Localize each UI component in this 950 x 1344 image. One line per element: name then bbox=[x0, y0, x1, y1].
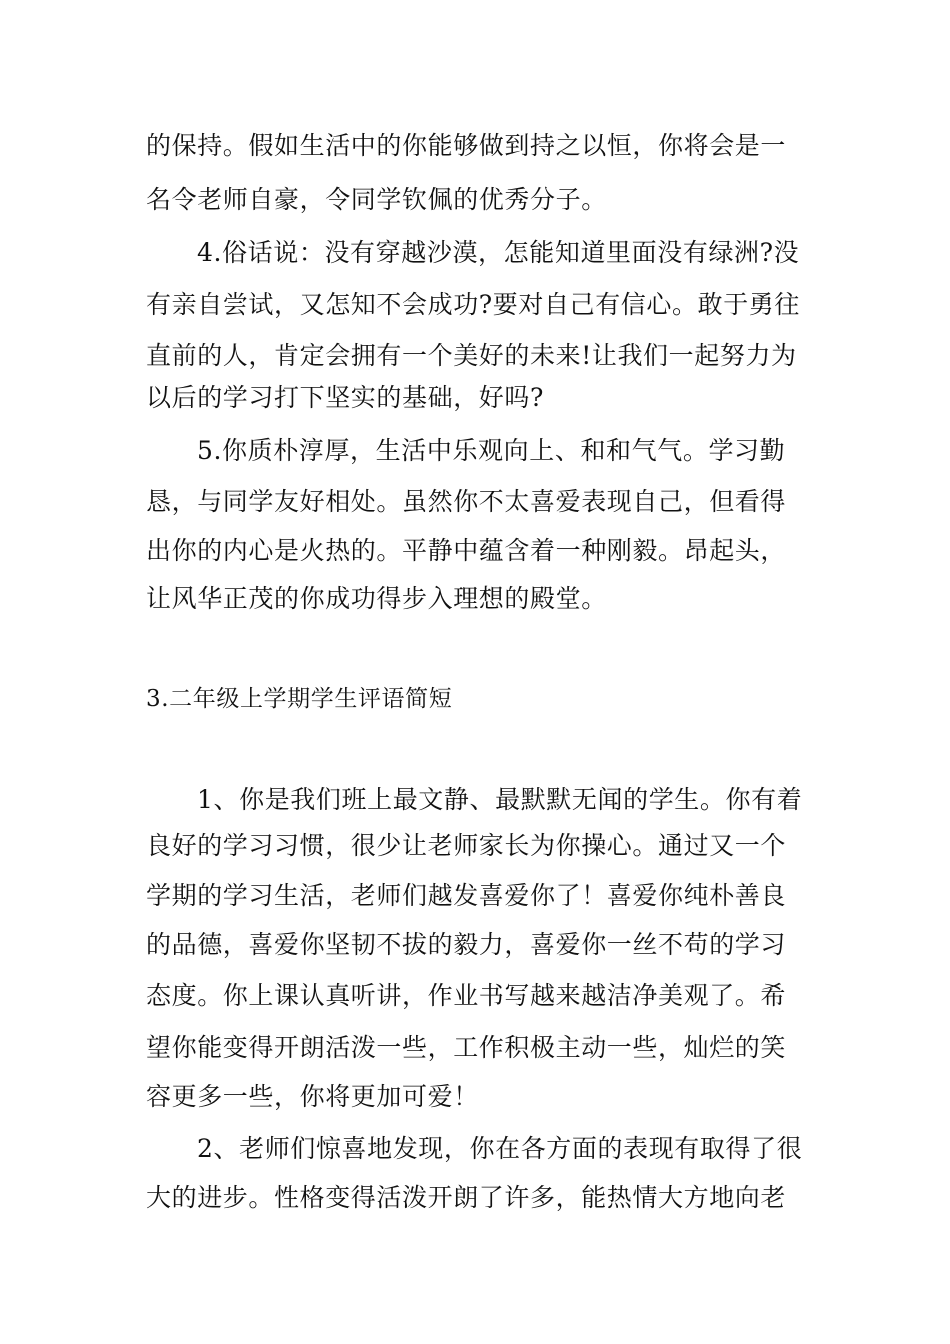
paragraph-1-start: 1、你是我们班上最文静、最默默无闻的学生。你有着 bbox=[197, 785, 803, 814]
text-line: 容更多一些，你将更加可爱！ bbox=[146, 1082, 479, 1111]
text-line: 直前的人，肯定会拥有一个美好的未来!让我们一起努力为 bbox=[146, 341, 797, 370]
text-line: 有亲自尝试，又怎知不会成功?要对自己有信心。敢于勇往 bbox=[146, 290, 801, 319]
text-line: 的保持。假如生活中的你能够做到持之以恒，你将会是一 bbox=[146, 131, 787, 160]
text-line: 出你的内心是火热的。平静中蕴含着一种刚毅。昂起头， bbox=[146, 536, 787, 565]
text-line: 大的进步。性格变得活泼开朗了许多，能热情大方地向老 bbox=[146, 1183, 787, 1212]
text-line: 学期的学习生活，老师们越发喜爱你了！喜爱你纯朴善良 bbox=[146, 881, 787, 910]
paragraph-2-start: 2、老师们惊喜地发现，你在各方面的表现有取得了很 bbox=[197, 1134, 803, 1163]
text-line: 名令老师自豪，令同学钦佩的优秀分子。 bbox=[146, 185, 607, 214]
paragraph-4-start: 4.俗话说：没有穿越沙漠，怎能知道里面没有绿洲?没 bbox=[197, 238, 800, 267]
text-line: 恳，与同学友好相处。虽然你不太喜爱表现自己，但看得 bbox=[146, 487, 787, 516]
text-line: 以后的学习打下坚实的基础，好吗? bbox=[146, 383, 545, 412]
paragraph-5-start: 5.你质朴淳厚，生活中乐观向上、和和气气。学习勤 bbox=[197, 436, 786, 465]
text-line: 让风华正茂的你成功得步入理想的殿堂。 bbox=[146, 584, 607, 613]
section-heading: 3.二年级上学期学生评语简短 bbox=[146, 686, 453, 712]
text-line: 望你能变得开朗活泼一些，工作积极主动一些，灿烂的笑 bbox=[146, 1033, 787, 1062]
text-line: 的品德，喜爱你坚韧不拔的毅力，喜爱你一丝不苟的学习 bbox=[146, 930, 787, 959]
text-line: 良好的学习习惯，很少让老师家长为你操心。通过又一个 bbox=[146, 831, 787, 860]
text-line: 态度。你上课认真听讲，作业书写越来越洁净美观了。希 bbox=[146, 981, 787, 1010]
